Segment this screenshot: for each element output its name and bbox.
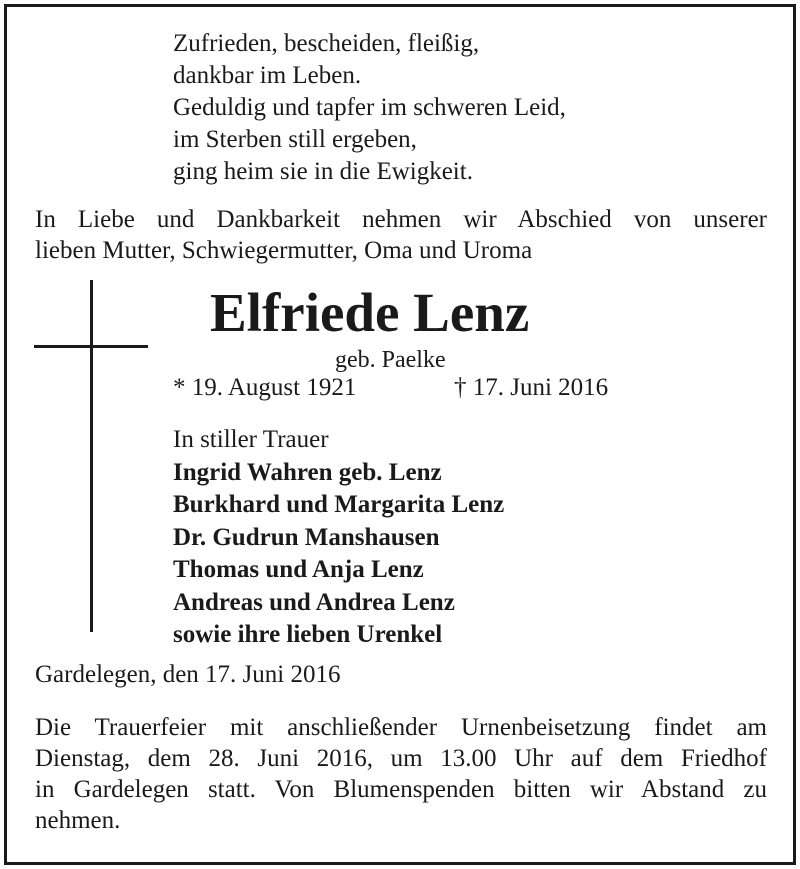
mourner-name: Thomas und Anja Lenz (173, 556, 424, 583)
service-line: Dienstag, dem 28. Juni 2016, um 13.00 Uhr auf dem Friedhof (35, 745, 767, 772)
mourner-name: Dr. Gudrun Manshausen (173, 523, 440, 551)
mourners-list (173, 424, 504, 652)
cross-icon-vertical (90, 280, 93, 632)
service-line: Die Trauerfeier mit anschließender Urnenbeisetzung findet am (35, 714, 767, 741)
mourner-name: sowie ihre lieben Urenkel (173, 621, 443, 648)
birth-date: * 19. August 1921 (173, 374, 357, 401)
death-date: † 17. Juni 2016 (454, 374, 609, 401)
service-line: in Gardelegen statt. Von Blumenspenden bitten wir Abstand zu (35, 776, 767, 803)
mourner-name: Andreas und Andrea Lenz (173, 588, 455, 616)
poem-line: ging heim sie in die Ewigkeit. (173, 158, 473, 185)
mourner-name: Ingrid Wahren geb. Lenz (173, 458, 442, 486)
mourner-name: Burkhard und Margarita Lenz (173, 491, 505, 518)
poem-line: dankbar im Leben. (173, 62, 362, 89)
mourners-heading: In stiller Trauer (173, 426, 329, 453)
farewell-intro (35, 204, 767, 266)
intro-line: lieben Mutter, Schwiegermutter, Oma und Uroma (35, 237, 533, 264)
maiden-name: geb. Paelke (335, 347, 446, 373)
cross-icon-horizontal (34, 345, 148, 348)
intro-line: In Liebe und Dankbarkeit nehmen wir Abschied von unserer (35, 206, 767, 233)
funeral-service-info (35, 712, 767, 836)
memorial-poem (173, 28, 566, 188)
poem-line: im Sterben still ergeben, (173, 126, 417, 153)
poem-line: Zufrieden, bescheiden, fleißig, (173, 30, 480, 57)
place-and-date: Gardelegen, den 17. Juni 2016 (35, 661, 341, 688)
deceased-name: Elfriede Lenz (210, 282, 530, 343)
service-line: nehmen. (35, 807, 121, 834)
poem-line: Geduldig und tapfer im schweren Leid, (173, 94, 566, 121)
